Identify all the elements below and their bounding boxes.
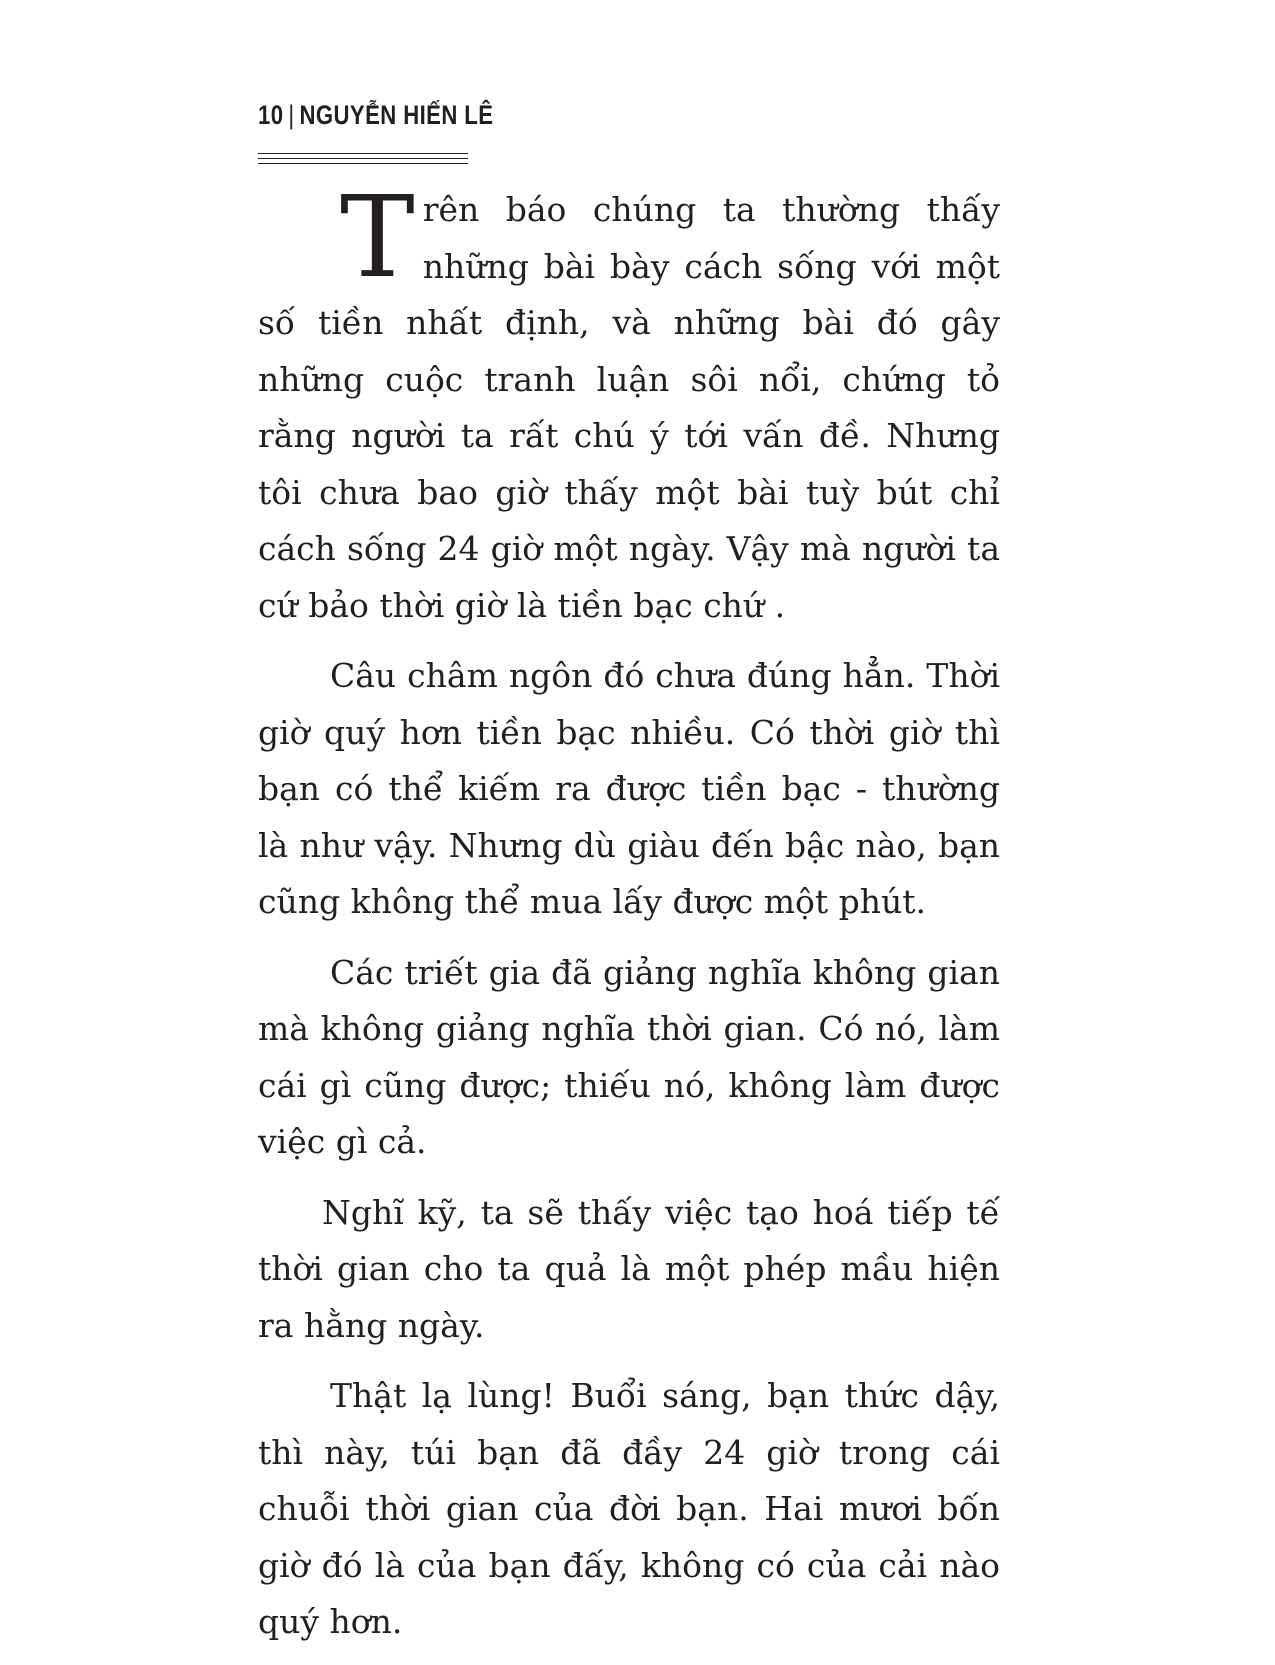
- paragraph-2: Câu châm ngôn đó chưa đúng hẳn. Thời giờ quý hơn tiền bạc nhiều. Có thời giờ thì bạn có thể kiếm ra được tiền bạc - thường là như vậy. Nhưng dù giàu đến bậc nào, bạn cũng không thể mua lấy được một phút.: [258, 656, 1000, 921]
- header-separator: |: [288, 100, 295, 130]
- author-name: NGUYỄN HIẾN LÊ: [299, 100, 494, 130]
- header-rule: [258, 153, 468, 164]
- paragraph-1-text: rên báo chúng ta thường thấy những bài bày cách sống với một số tiền nhất định, và những bài đó gây những cuộc tranh luận sôi nổi, chứng tỏ rằng người ta rất chú ý tới vấn đề. Nhưng tôi chưa bao giờ thấy một bài tuỳ bút chỉ cách sống 24 giờ một ngày. Vậy mà người ta cứ bảo thời giờ là tiền bạc chứ .: [258, 190, 1000, 625]
- page-body: [258, 173, 1000, 1665]
- drop-cap: T: [340, 173, 415, 303]
- page-number: 10: [258, 100, 284, 130]
- paragraph-4: Nghĩ kỹ, ta sẽ thấy việc tạo hoá tiếp tế thời gian cho ta quả là một phép mầu hiện ra hằng ngày.: [258, 1192, 1000, 1345]
- paragraph-5: Thật lạ lùng! Buổi sáng, bạn thức dậy, thì này, túi bạn đã đầy 24 giờ trong cái chuỗi thời gian của đời bạn. Hai mươi bốn giờ đó là của bạn đấy, không có của cải nào quý hơn.: [258, 1376, 1000, 1641]
- paragraph-3: Các triết gia đã giảng nghĩa không gian mà không giảng nghĩa thời gian. Có nó, làm cái gì cũng được; thiếu nó, không làm được việc gì cả.: [258, 952, 1000, 1161]
- running-header: [258, 100, 494, 131]
- paragraph-1: [258, 173, 1000, 634]
